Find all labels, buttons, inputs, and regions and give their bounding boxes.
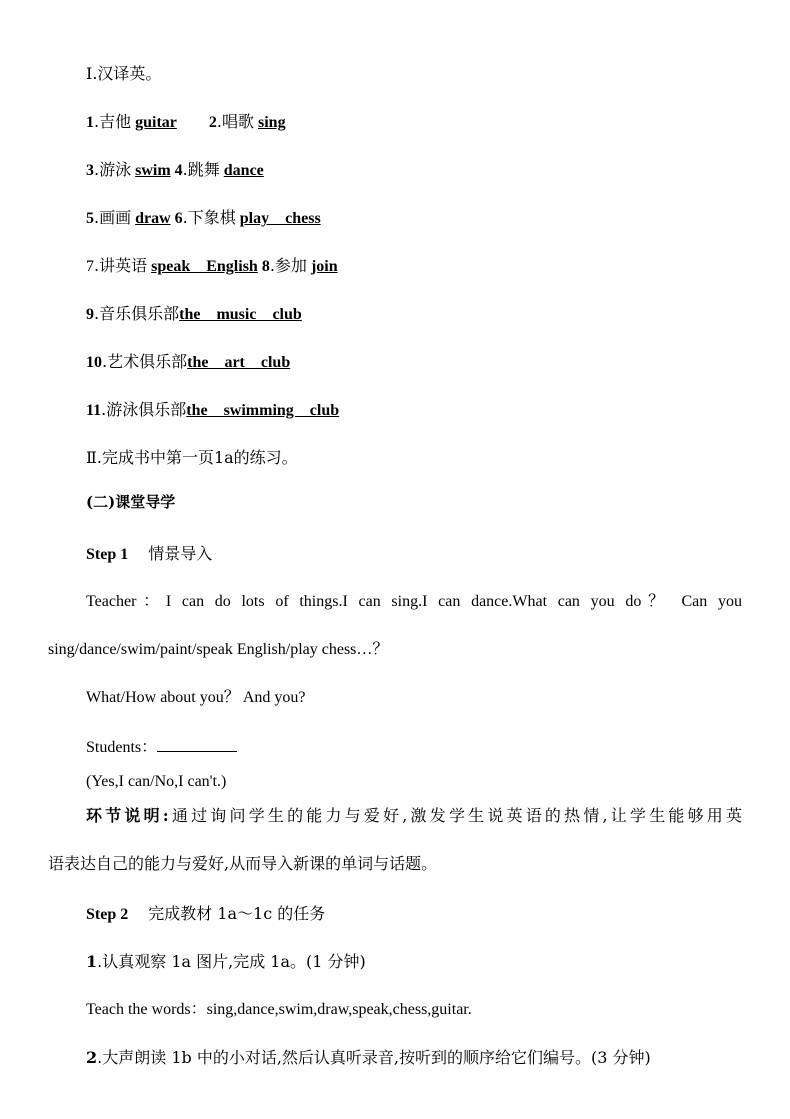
section2-heading: Ⅱ.完成书中第一页1a的练习。 xyxy=(86,448,298,467)
answer-speak-english: speak English xyxy=(151,258,258,275)
students-answer-blank xyxy=(157,736,237,752)
teach-words: Teach the words：sing,dance,swim,draw,speak,chess,guitar. xyxy=(86,1001,472,1018)
students-hint: (Yes,I can/No,I can't.) xyxy=(86,773,227,790)
teacher-line-2: sing/dance/swim/paint/speak English/play chess…？ xyxy=(48,641,389,658)
step2-heading: Step 2 完成教材 1a～1c 的任务 xyxy=(86,904,326,923)
answer-swimming-club: the swimming club xyxy=(186,402,340,419)
task-1: 1.认真观察 1a 图片,完成 1a。(1 分钟) xyxy=(86,952,366,971)
answer-play-chess: play chess xyxy=(239,210,321,227)
vocab-row-5: 9.音乐俱乐部the music club xyxy=(86,304,302,323)
task-2: 2.大声朗读 1b 中的小对话,然后认真听录音,按听到的顺序给它们编号。(3 分钟) xyxy=(86,1048,651,1067)
answer-sing: sing xyxy=(258,114,286,131)
teacher-line-3: What/How about you？ And you? xyxy=(86,689,306,706)
vocab-row-2: 3.游泳 swim 4.跳舞 dance xyxy=(86,160,264,179)
answer-draw: draw xyxy=(135,210,171,227)
guide-title: (二)课堂导学 xyxy=(86,493,176,511)
vocab-row-7: 11.游泳俱乐部the swimming club xyxy=(86,400,340,419)
vocab-row-3: 5.画画 draw 6.下象棋 play chess xyxy=(86,208,321,227)
answer-guitar: guitar xyxy=(135,114,177,131)
vocab-row-6: 10.艺术俱乐部the art club xyxy=(86,352,291,371)
teacher-line-1: Teacher：I can do lots of things.I can sing.I can dance.What can you do？ Can you xyxy=(86,593,742,610)
students-line: Students： xyxy=(86,736,237,758)
step1-heading: Step 1 情景导入 xyxy=(86,544,213,563)
section1-heading: Ⅰ.汉译英。 xyxy=(86,64,162,83)
vocab-row-1: 1.吉他 guitar 2.唱歌 sing xyxy=(86,112,286,131)
answer-dance: dance xyxy=(223,162,264,179)
vocab-row-4: 7.讲英语 speak English 8.参加 join xyxy=(86,256,338,275)
answer-art-club: the art club xyxy=(187,354,291,371)
answer-join: join xyxy=(310,258,338,275)
answer-swim: swim xyxy=(135,162,171,179)
note-line-2: 语表达自己的能力与爱好,从而导入新课的单词与话题。 xyxy=(48,854,438,873)
note-line-1: 环节说明:通过询问学生的能力与爱好,激发学生说英语的热情,让学生能够用英 xyxy=(86,806,742,825)
answer-music-club: the music club xyxy=(179,306,302,323)
